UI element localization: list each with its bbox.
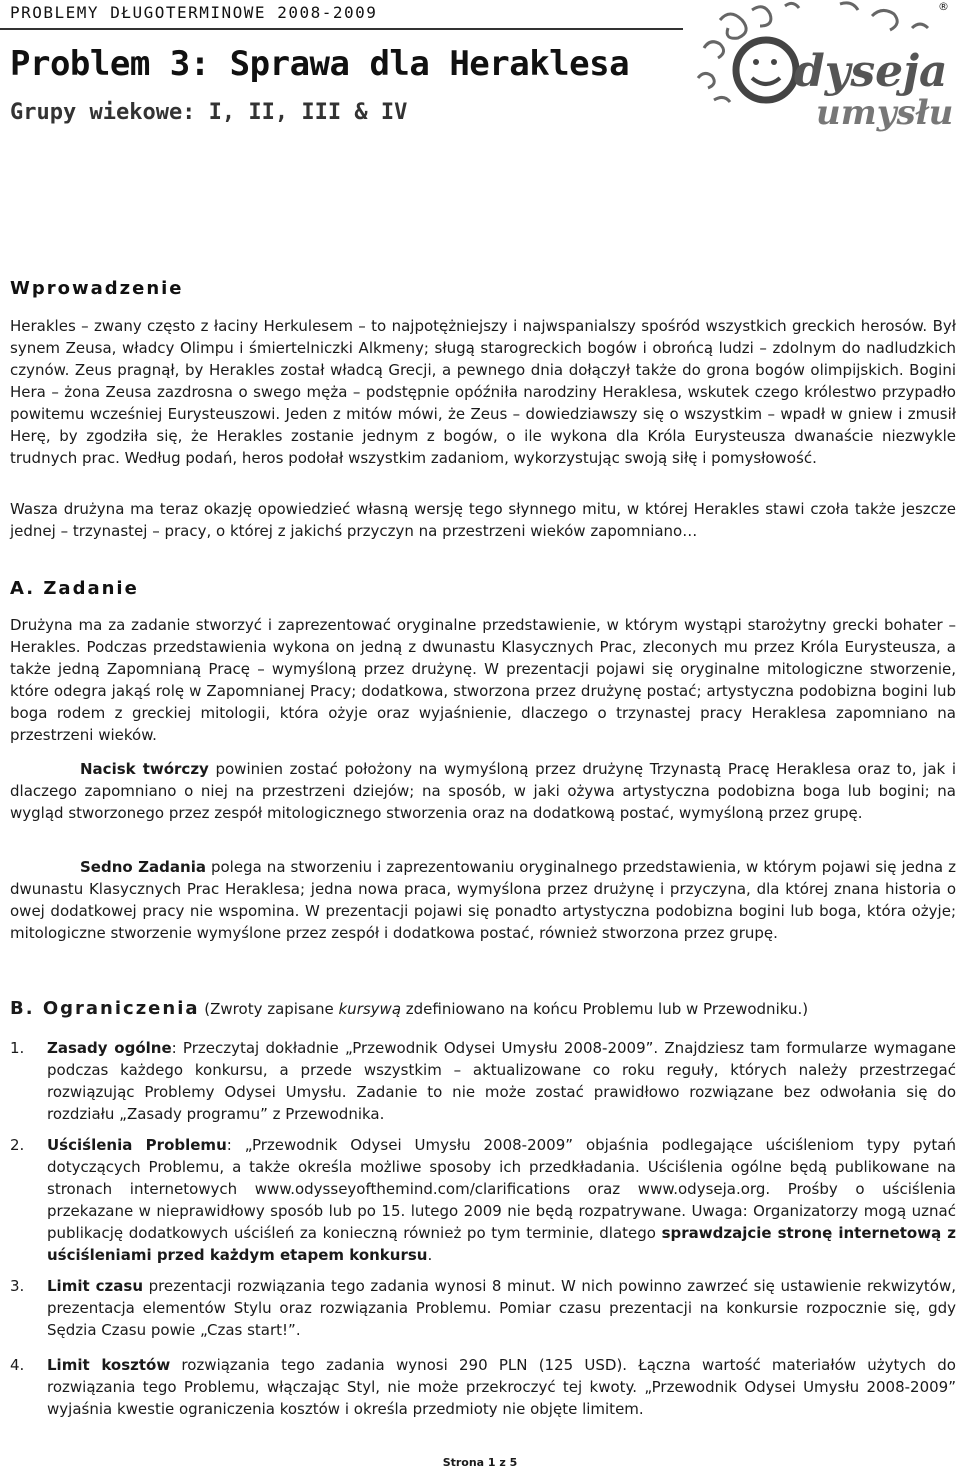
limits-heading: B. Ograniczenia xyxy=(10,998,200,1019)
age-groups-subtitle: Grupy wiekowe: I, II, III & IV xyxy=(10,100,408,125)
intro-paragraph-1: Herakles – zwany często z łaciny Herkulesem – to najpotężniejszy i najwspanialszy spośród wszystkich greckich herosów. Był synem Zeusa, władcy Olimpu i śmiertelniczki Alkmeny; sługą starogreckich bogów i obrońcą ludzi – zdolnym do nadludzkich czynów. Zeus pragnął, by Herakles został władcą Grecji, a pewnego dnia dołączył także do grona bogów olimpijskich. Bogini Hera – żona Zeusa zazdrosna o swego męża – podstępnie opóźniła narodziny Heraklesa, wskutek czego królestwo przypadło powitemu wcześniej Eurysteuszowi. Jeden z mitów mówi, że Zeus – dowiedziawszy się o wszystkim – wpadł w gniew i zmusił Herę, by zgodziła się, że Herakles zostanie jednym z bogów, o ile wykona dla Króla Eurysteusza dwanaście niezwykle trudnych prac. Według podań, heros podołał wszystkim zadaniom, wykorzystując swoją siłę i pomysłowość. xyxy=(10,317,956,467)
list-number: 3. xyxy=(10,1277,25,1295)
item-tail: . xyxy=(427,1246,433,1264)
limit-item-cost xyxy=(10,1354,956,1420)
list-number: 2. xyxy=(10,1136,25,1154)
limits-note-end: zdefiniowano na końcu Problemu lub w Przewodniku.) xyxy=(401,1000,809,1018)
creative-emphasis-label: Nacisk twórczy xyxy=(80,760,209,778)
creative-emphasis-paragraph xyxy=(10,758,956,824)
task-paragraph-1: Drużyna ma za zadanie stworzyć i zaprezentować oryginalne przedstawienie, w którym wystąpi starożytny grecki bohater – Herakles. Podczas przedstawienia wykona on jedną z dwunastu Klasycznych Prac, zleconych mu przez Króla Eurysteusza, a także jedną Zapomnianą Pracę – wymyśloną przez drużynę. W prezentacji pojawi się oryginalne mitologiczne stworzenie, które odegra jakąś rolę w Zapomnianej Pracy; dodatkowa, stworzona przez drużynę postać; artystyczna podobizna bogini lub boga rodem z greckiej mitologii, która ożyje oraz wyjaśnienie, dlaczego o trzynastej pracy Heraklesa zapomniano na przestrzeni wieków. xyxy=(10,616,956,744)
page-title: Problem 3: Sprawa dla Heraklesa xyxy=(10,44,630,84)
page-number: Strona 1 z 5 xyxy=(442,1456,518,1469)
item-text: rozwiązania tego zadania wynosi 290 PLN (125 USD). Łączna wartość materiałów użytych do rozwiązania tego Problemu, włączając Styl, nie może przekroczyć tej kwoty. „Przewodnik Odysei Umysłu 2008-2009” wyjaśnia kwestie ograniczenia kosztów i określa przedmioty nie objęte limitem. xyxy=(47,1356,956,1418)
task-core-paragraph xyxy=(10,856,956,944)
limits-heading-line xyxy=(10,998,956,1020)
document-header xyxy=(0,0,683,30)
creative-emphasis-text: powinien zostać położony na wymyśloną przez drużynę Trzynastą Pracę Heraklesa oraz to, jak i dlaczego zapomniano o niej na przestrzeni dziejów; na sposób, w jaki ożywa artystyczna podobizna boga lub bogini; na wygląd stworzonego przez zespół mitologicznego stworzenia oraz na dodatkową postać, wymyśloną przez grupę. xyxy=(10,760,957,822)
list-number: 4. xyxy=(10,1356,25,1374)
intro-paragraph-2: Wasza drużyna ma teraz okazję opowiedzieć własną wersję tego słynnego mitu, w której Herakles stawi czoła także jeszcze jednej – trzynastej – pracy, o której z jakichś przyczyn na przestrzeni wieków zapomniano… xyxy=(10,500,956,540)
item-title: Uściślenia Problemu xyxy=(47,1136,227,1154)
list-number: 1. xyxy=(10,1039,25,1057)
odyseja-umyslu-logo xyxy=(690,0,960,150)
limits-note-start: (Zwroty zapisane xyxy=(199,1000,339,1018)
item-text: : „Przewodnik Odysei Umysłu 2008-2009” objaśnia podlegające uściśleniom typy pytań dotyczących Problemu, a także określa możliwe sposoby ich przedkładania. Uściślenia ogólne będą publikowane na stronach internetowych www.odysseyofthemind.com/clarifications oraz www.odyseja.org. Prośby o uściślenia przekazane w nieprawidłowy sposób lub po 15. lutego 2009 nie będą rozpatrywane. Uwaga: Organizatorzy mogą uznać publikację dodatkowych uściśleń za konieczną również po tym terminie, dlatego xyxy=(47,1136,957,1242)
logo-word-odyseja: dyseja xyxy=(794,46,948,97)
item-text: prezentacji rozwiązania tego zadania wynosi 8 minut. W nich powinno zawrzeć się ustawienie rekwizytów, prezentacja elementów Stylu oraz rozwiązania Problemu. Pomiar czasu prezentacji na konkursie rozpocznie się, gdy Sędzia Czasu powie „Czas start!”. xyxy=(47,1277,956,1339)
limit-item-time xyxy=(10,1275,956,1341)
task-core-label: Sedno Zadania xyxy=(80,858,206,876)
limit-item-general-rules xyxy=(10,1037,956,1125)
intro-heading: Wprowadzenie xyxy=(10,278,184,299)
item-title: Limit czasu xyxy=(47,1277,144,1295)
item-title: Zasady ogólne xyxy=(47,1039,172,1057)
task-core-text: polega na stworzeniu i zaprezentowaniu oryginalnego przedstawienia, w którym pojawi się jedna z dwunastu Klasycznych Prac Heraklesa; jedna nowa praca, wymyślona przez drużynę i przyczyna, dla której znana historia o owej dodatkowej pracy nie wspomina. W prezentacji pojawi się ponadto artystyczna podobizna bogini lub boga, która ożyje; mitologiczne stworzenie wymyślone przez zespół i dodatkowa postać, również stworzona przez grupę. xyxy=(10,858,956,942)
item-text: : Przeczytaj dokładnie „Przewodnik Odysei Umysłu 2008-2009”. Znajdziesz tam formularze wymagane podczas każdego konkursu, a przede wszystkim – aktualizowane co roku reguły, których należy przestrzegać rozwiązując Problemy Odysei Umysłu. Zadanie to nie może zostać prawidłowo rozwiązane bez odwołania się do rozdziału „Zasady programu” z Przewodnika. xyxy=(47,1039,956,1123)
header-rule xyxy=(0,28,683,30)
task-heading: A. Zadanie xyxy=(10,578,139,599)
limits-note-italic: kursywą xyxy=(338,1000,402,1018)
item-emphasis: sprawdzajcie stronę internetową z uściśleniami przed każdym etapem konkursu xyxy=(47,1224,956,1264)
logo-word-umyslu: umysłu xyxy=(816,93,954,133)
item-title: Limit kosztów xyxy=(47,1356,171,1374)
limit-item-clarifications xyxy=(10,1134,956,1266)
series-label: PROBLEMY DŁUGOTERMINOWE 2008-2009 xyxy=(10,3,378,22)
registered-mark: ® xyxy=(938,0,949,13)
